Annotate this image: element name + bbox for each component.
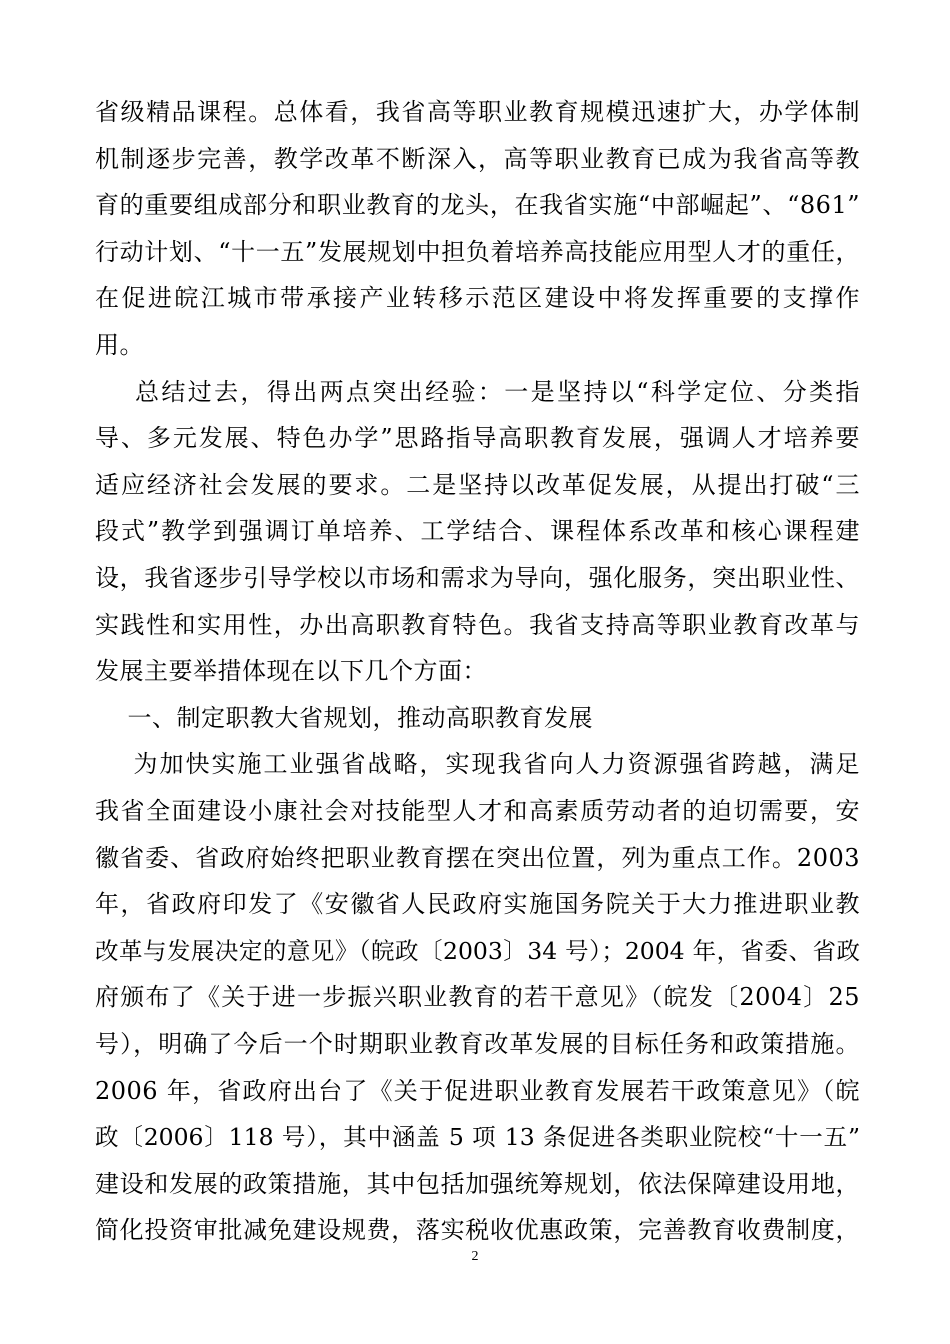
text-line: 用。 <box>95 331 144 359</box>
text-line: 实践性和实用性，办出高职教育特色。我省支持高等职业教育改革与 <box>95 611 860 639</box>
text-line: 号），明确了今后一个时期职业教育改革发展的目标任务和政策措施。 <box>95 1030 860 1058</box>
text-line: 育的重要组成部分和职业教育的龙头，在我省实施“中部崛起”、“861” <box>95 191 860 219</box>
text-line: 行动计划、“十一五”发展规划中担负着培养高技能应用型人才的重任， <box>95 238 860 266</box>
paragraph-start-line: 为加快实施工业强省战略，实现我省向人力资源强省跨越，满足 <box>95 750 860 778</box>
text-line: 建设和发展的政策措施，其中包括加强统筹规划，依法保障建设用地， <box>95 1170 860 1198</box>
page-number: 2 <box>471 1249 479 1264</box>
text-line: 发展主要举措体现在以下几个方面： <box>95 657 487 685</box>
text-line: 我省全面建设小康社会对技能型人才和高素质劳动者的迫切需要，安 <box>95 797 860 825</box>
text-line: 徽省委、省政府始终把职业教育摆在突出位置，列为重点工作。2003 <box>95 844 860 872</box>
text-line: 在促进皖江城市带承接产业转移示范区建设中将发挥重要的支撑作 <box>95 284 860 312</box>
text-line: 省级精品课程。总体看，我省高等职业教育规模迅速扩大，办学体制 <box>95 98 860 126</box>
text-line: 机制逐步完善，教学改革不断深入，高等职业教育已成为我省高等教 <box>95 145 860 173</box>
text-line: 适应经济社会发展的要求。二是坚持以改革促发展，从提出打破“三 <box>95 471 860 499</box>
text-line: 府颁布了《关于进一步振兴职业教育的若干意见》（皖发〔2004〕25 <box>95 983 860 1011</box>
paragraph-start-line: 总结过去，得出两点突出经验：一是坚持以“科学定位、分类指 <box>95 378 860 406</box>
text-line: 年，省政府印发了《安徽省人民政府实施国务院关于大力推进职业教 <box>95 890 860 918</box>
text-line: 改革与发展决定的意见》（皖政〔2003〕34 号）；2004 年，省委、省政 <box>95 937 860 965</box>
text-line: 2006 年，省政府出台了《关于促进职业教育发展若干政策意见》（皖 <box>95 1077 860 1105</box>
section-heading: 一、制定职教大省规划，推动高职教育发展 <box>95 704 594 732</box>
text-line: 段式”教学到强调订单培养、工学结合、课程体系改革和核心课程建 <box>95 517 860 545</box>
text-line: 导、多元发展、特色办学”思路指导高职教育发展，强调人才培养要 <box>95 424 860 452</box>
text-line: 政〔2006〕118 号），其中涵盖 5 项 13 条促进各类职业院校“十一五” <box>95 1123 860 1151</box>
text-line: 设，我省逐步引导学校以市场和需求为导向，强化服务，突出职业性、 <box>95 564 860 592</box>
text-line: 简化投资审批减免建设规费，落实税收优惠政策，完善教育收费制度， <box>95 1216 860 1244</box>
